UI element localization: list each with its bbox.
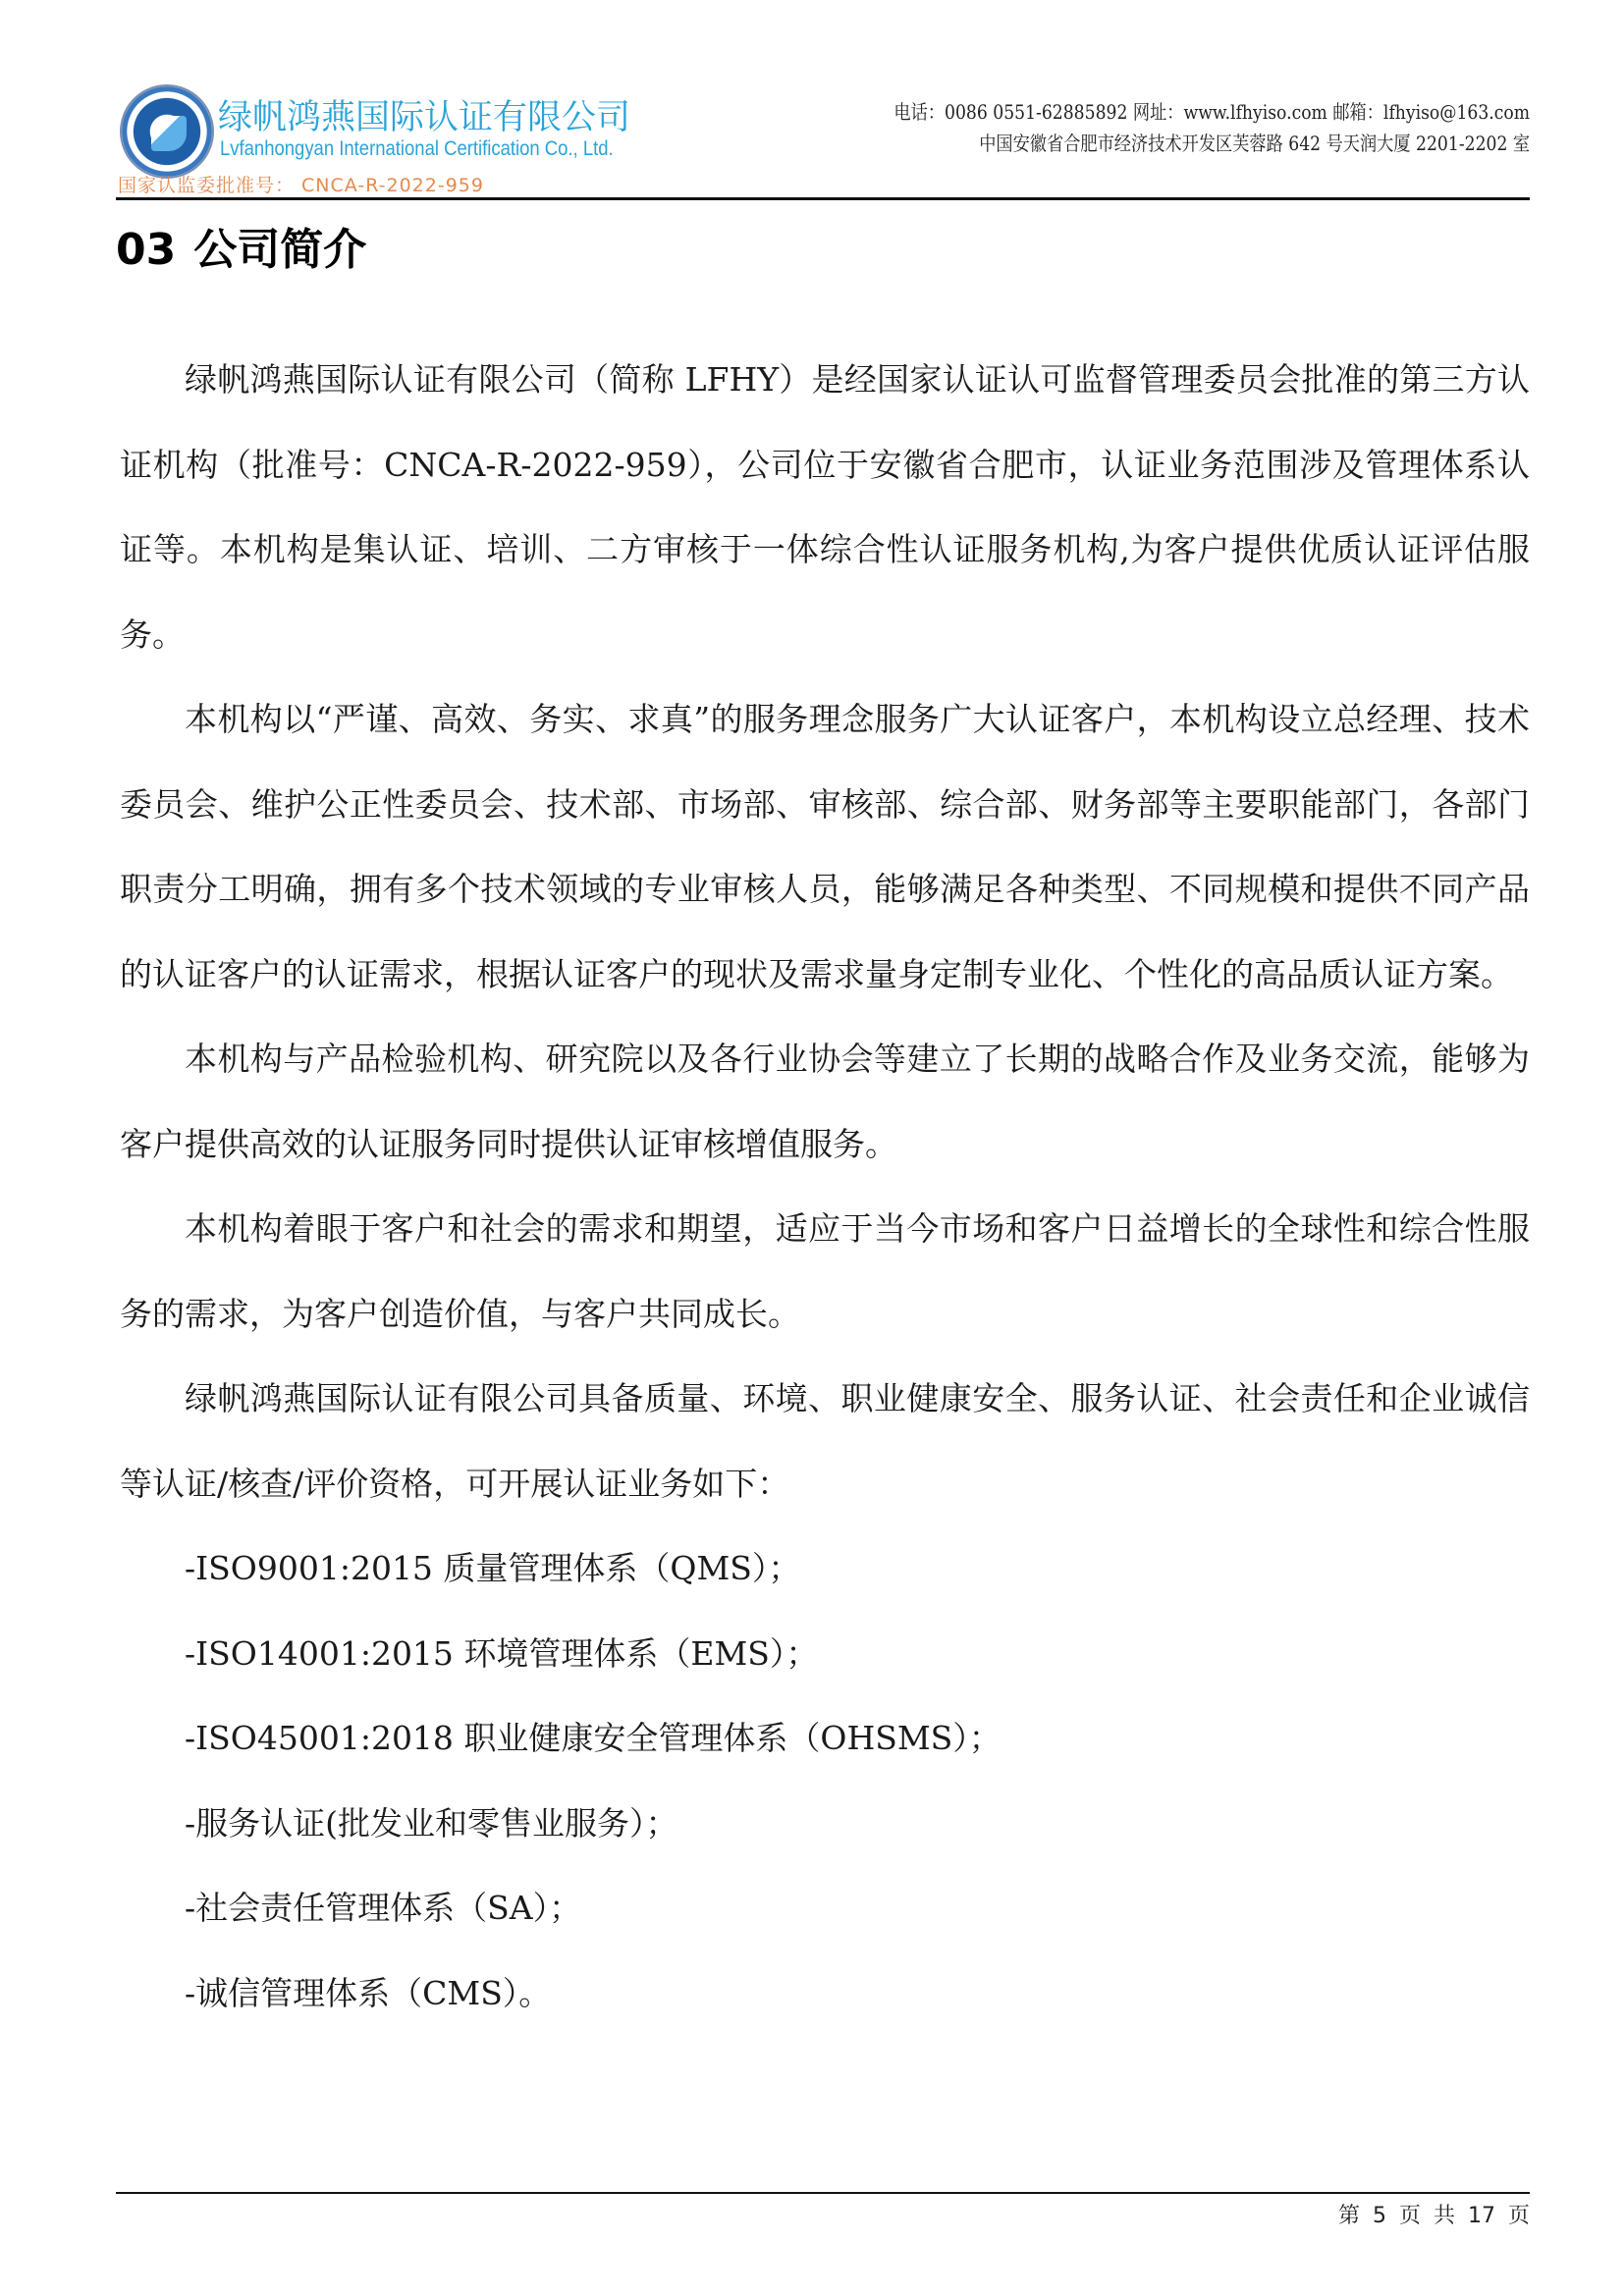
paragraph-qualifications: 绿帆鸿燕国际认证有限公司具备质量、环境、职业健康安全、服务认证、社会责任和企业诚信等认证/核查/评价资格，可开展认证业务如下： bbox=[120, 1379, 1530, 1503]
service-item: -ISO14001:2015 环境管理体系（EMS）； bbox=[185, 1633, 819, 1673]
logo-approval-number: 国家认监委批准号： CNCA-R-2022-959 bbox=[118, 175, 484, 196]
page-number: 第 5 页 共 17 页 bbox=[1338, 2204, 1530, 2228]
paragraph-mission: 本机构着眼于客户和社会的需求和期望，适应于当今市场和客户日益增长的全球性和综合性服务的需求，为客户创造价值，与客户共同成长。 bbox=[120, 1209, 1530, 1333]
service-item: -服务认证(批发业和零售业服务）； bbox=[185, 1803, 678, 1842]
logo-emblem-icon bbox=[120, 84, 214, 179]
contact-phone-web-email: 电话：0086 0551-62885892 网址：www.lfhyiso.com 邮箱：lfhyiso@163.com bbox=[893, 100, 1530, 124]
logo-company-name-en: Lvfanhongyan International Certification Co., Ltd. bbox=[220, 137, 614, 160]
contact-address: 中国安徽省合肥市经济技术开发区芙蓉路 642 号天润大厦 2201-2202 室 bbox=[979, 132, 1530, 155]
section-number: 03 bbox=[116, 225, 177, 275]
header-divider bbox=[116, 197, 1530, 200]
contact-info bbox=[790, 96, 1530, 159]
paragraph-intro: 绿帆鸿燕国际认证有限公司（简称 LFHY）是经国家认证认可监督管理委员会批准的第三方认证机构（批准号：CNCA-R-2022-959），公司位于安徽省合肥市，认证业务范围涉及管理体系认证等。本机构是集认证、培训、二方审核于一体综合性认证服务机构,为客户提供优质认证评估服务。 bbox=[120, 360, 1530, 654]
service-item: -ISO45001:2018 职业健康安全管理体系（OHSMS）； bbox=[185, 1719, 1001, 1757]
service-item: -诚信管理体系（CMS）。 bbox=[185, 1973, 552, 2012]
section-title: 公司简介 bbox=[193, 225, 367, 275]
service-item: -社会责任管理体系（SA）； bbox=[185, 1889, 582, 1927]
paragraph-partnerships: 本机构与产品检验机构、研究院以及各行业协会等建立了长期的战略合作及业务交流，能够为客户提供高效的认证服务同时提供认证审核增值服务。 bbox=[120, 1040, 1530, 1163]
paragraph-philosophy: 本机构以“严谨、高效、务实、求真”的服务理念服务广大认证客户，本机构设立总经理、技术委员会、维护公正性委员会、技术部、市场部、审核部、综合部、财务部等主要职能部门，各部门职责分工明确，拥有多个技术领域的专业审核人员，能够满足各种类型、不同规模和提供不同产品的认证客户的认证需求，根据认证客户的现状及需求量身定制专业化、个性化的高品质认证方案。 bbox=[120, 700, 1530, 993]
logo-company-name-cn: 绿帆鸿燕国际认证有限公司 bbox=[218, 98, 631, 137]
document-body bbox=[120, 338, 1530, 2036]
service-item: -ISO9001:2015 质量管理体系（QMS）； bbox=[185, 1549, 801, 1587]
section-heading bbox=[116, 214, 366, 277]
page-header bbox=[116, 79, 1530, 196]
footer-divider bbox=[116, 2192, 1530, 2194]
company-logo bbox=[116, 79, 631, 196]
